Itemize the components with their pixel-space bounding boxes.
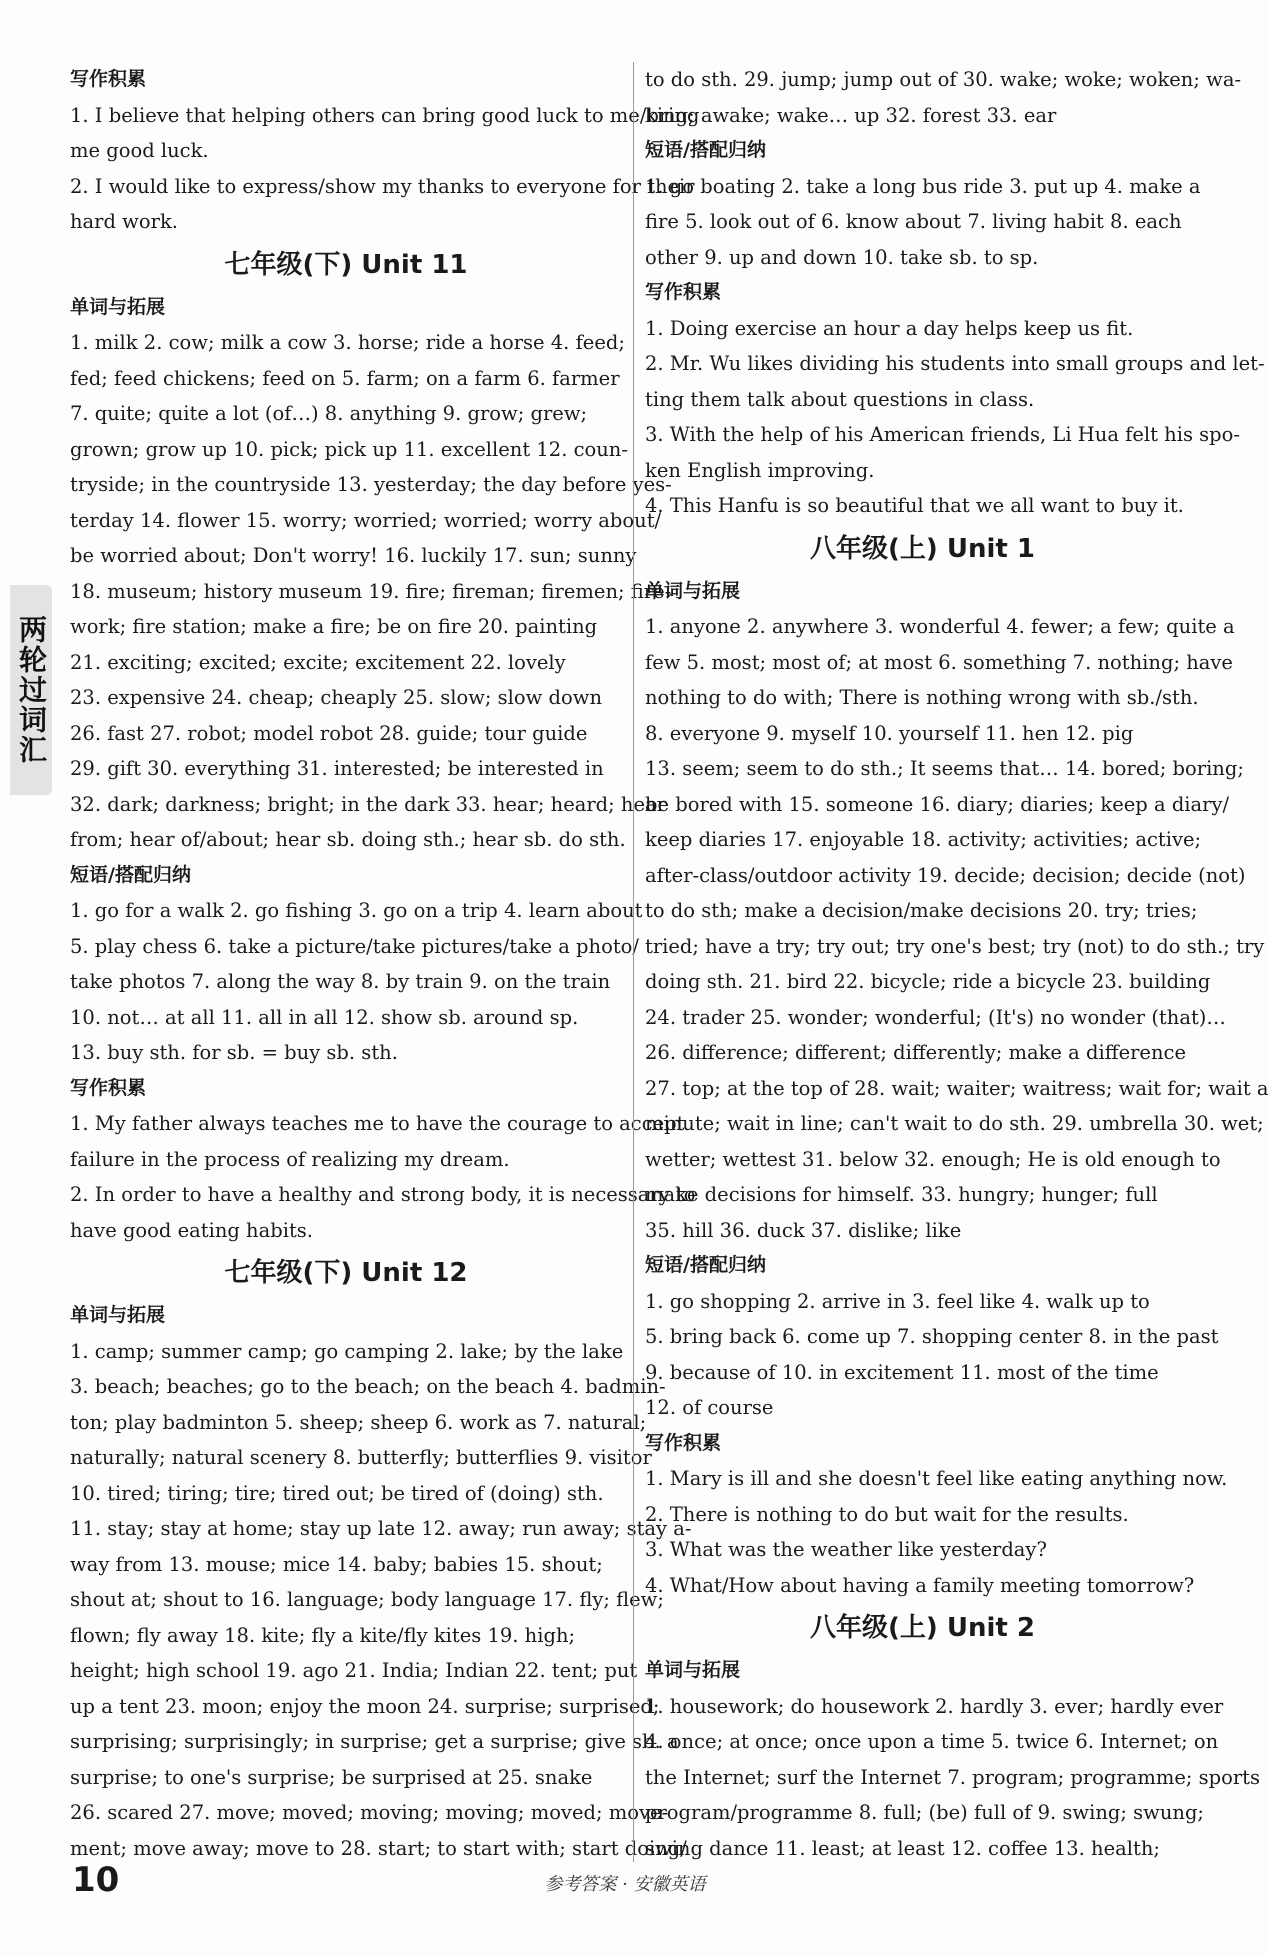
answer-line: program/programme 8. full; (be) full of 9. swing; swung; — [645, 1801, 1205, 1824]
section-heading: 单词与拓展 — [70, 1304, 166, 1326]
answer-line: 13. seem; seem to do sth.; It seems that… 14. bored; boring; — [645, 757, 1244, 780]
answer-line: ken English improving. — [645, 458, 875, 482]
page-footer: 参考答案 · 安徽英语 — [544, 1874, 706, 1895]
answer-line: grown; grow up 10. pick; pick up 11. excellent 12. coun- — [70, 437, 628, 461]
answer-line: to do sth; make a decision/make decisions 20. try; tries; — [645, 899, 1198, 922]
answer-line: 9. because of 10. in excitement 11. most of the time — [645, 1360, 1159, 1384]
answer-line: 26. scared 27. move; moved; moving; moving; moved; move- — [70, 1801, 669, 1824]
answer-line: 4. once; at once; once upon a time 5. twice 6. Internet; on — [645, 1730, 1219, 1753]
left-column — [70, 62, 700, 1866]
answer-line: the Internet; surf the Internet 7. program; programme; sports — [645, 1765, 1261, 1789]
answer-line: swing dance 11. least; at least 12. coffee 13. health; — [645, 1836, 1160, 1860]
section-heading: 短语/搭配归纳 — [70, 863, 191, 886]
column-divider — [633, 62, 634, 1862]
answer-line: ment; move away; move to 28. start; to start with; start doing/ — [70, 1836, 687, 1860]
answer-line: 4. What/How about having a family meeting tomorrow? — [645, 1573, 1195, 1597]
answer-line: 5. play chess 6. take a picture/take pictures/take a photo/ — [70, 934, 639, 958]
answer-line: 26. difference; different; differently; make a difference — [645, 1041, 1186, 1064]
answer-line: 10. tired; tiring; tire; tired out; be tired of (doing) sth. — [70, 1481, 604, 1505]
section-heading: 单词与拓展 — [645, 579, 741, 602]
answer-line: 1. camp; summer camp; go camping 2. lake; by the lake — [70, 1339, 624, 1363]
answer-line: height; high school 19. ago 21. India; Indian 22. tent; put — [70, 1659, 638, 1682]
answer-line: 21. exciting; excited; excite; excitement 22. lovely — [70, 650, 566, 674]
answer-line: 1. go boating 2. take a long bus ride 3. put up 4. make a — [645, 174, 1201, 198]
answer-line: 27. top; at the top of 28. wait; waiter; waitress; wait for; wait a — [645, 1076, 1269, 1100]
answer-line: up a tent 23. moon; enjoy the moon 24. surprise; surprised; — [70, 1694, 660, 1718]
answer-line: fed; feed chickens; feed on 5. farm; on a farm 6. farmer — [70, 366, 620, 390]
answer-line: ton; play badminton 5. sheep; sheep 6. work as 7. natural; — [70, 1410, 647, 1434]
answer-line: from; hear of/about; hear sb. doing sth.; hear sb. do sth. — [70, 828, 626, 851]
answer-line: 5. bring back 6. come up 7. shopping center 8. in the past — [645, 1325, 1219, 1348]
answer-line: 2. I would like to express/show my thanks to everyone for their — [70, 174, 695, 198]
answer-line: 32. dark; darkness; bright; in the dark 33. hear; heard; hear — [70, 792, 666, 816]
answer-line: me good luck. — [70, 139, 209, 162]
section-heading: 写作积累 — [70, 1076, 147, 1099]
answer-line: surprise; to one's surprise; be surprised at 25. snake — [70, 1765, 593, 1789]
answer-line: terday 14. flower 15. worry; worried; worried; worry about/ — [70, 508, 662, 532]
answer-line: 4. This Hanfu is so beautiful that we all want to buy it. — [645, 494, 1184, 517]
answer-line: 1. go for a walk 2. go fishing 3. go on a trip 4. learn about — [70, 899, 643, 922]
answer-line: shout at; shout to 16. language; body language 17. fly; flew; — [70, 1588, 664, 1611]
answer-line: 18. museum; history museum 19. fire; fireman; firemen; fire- — [70, 579, 672, 603]
answer-line: 1. anyone 2. anywhere 3. wonderful 4. fewer; a few; quite a — [645, 615, 1235, 638]
section-heading: 写作积累 — [70, 68, 147, 90]
answer-line: hard work. — [70, 210, 178, 233]
section-side-tab — [10, 585, 52, 795]
answer-line: 1. Doing exercise an hour a day helps keep us fit. — [645, 316, 1134, 340]
unit-title: 七年级(下) Unit 11 — [224, 249, 468, 280]
answer-line: make decisions for himself. 33. hungry; hunger; full — [645, 1183, 1158, 1206]
answer-line: work; fire station; make a fire; be on fire 20. painting — [70, 615, 598, 638]
answer-line: 23. expensive 24. cheap; cheaply 25. slow; slow down — [70, 686, 603, 709]
answer-line: tryside; in the countryside 13. yesterday; the day before yes- — [70, 473, 672, 496]
answer-line: failure in the process of realizing my dream. — [70, 1147, 510, 1171]
unit-title: 七年级(下) Unit 12 — [224, 1258, 468, 1288]
right-column — [645, 62, 1269, 1866]
answer-line: other 9. up and down 10. take sb. to sp. — [645, 245, 1039, 269]
section-heading: 短语/搭配归纳 — [645, 1254, 766, 1276]
answer-line: 3. What was the weather like yesterday? — [645, 1538, 1047, 1561]
answer-line: to do sth. 29. jump; jump out of 30. wake; woke; woken; wa- — [645, 68, 1242, 91]
answer-line: 7. quite; quite a lot (of…) 8. anything 9. grow; grew; — [70, 402, 588, 425]
answer-line: naturally; natural scenery 8. butterfly; butterflies 9. visitor — [70, 1446, 652, 1469]
answer-line: flown; fly away 18. kite; fly a kite/fly kites 19. high; — [70, 1623, 576, 1647]
answer-line: be worried about; Don't worry! 16. luckily 17. sun; sunny — [70, 544, 637, 567]
answer-line: doing sth. 21. bird 22. bicycle; ride a bicycle 23. building — [645, 970, 1211, 993]
answer-line: 1. Mary is ill and she doesn't feel like eating anything now. — [645, 1467, 1228, 1490]
answer-line: 12. of course — [645, 1396, 774, 1419]
page-number: 10 — [72, 1860, 120, 1900]
answer-line: 1. I believe that helping others can bring good luck to me/bring — [70, 103, 700, 127]
answer-line: 2. In order to have a healthy and strong body, it is necessary to — [70, 1183, 696, 1206]
side-tab-label: 两轮过词汇 — [15, 615, 48, 765]
answer-line: 24. trader 25. wonder; wonderful; (It's) no wonder (that)… — [645, 1005, 1226, 1029]
answer-line: 3. With the help of his American friends, Li Hua felt his spo- — [645, 423, 1240, 446]
section-heading: 写作积累 — [645, 1431, 722, 1454]
answer-line: wetter; wettest 31. below 32. enough; He is old enough to — [645, 1147, 1221, 1171]
section-heading: 写作积累 — [645, 281, 722, 303]
answer-line: 1. housework; do housework 2. hardly 3. ever; hardly ever — [645, 1694, 1224, 1718]
answer-line: king; awake; wake… up 32. forest 33. ear — [645, 103, 1057, 127]
answer-line: 13. buy sth. for sb. = buy sb. sth. — [70, 1041, 398, 1064]
answer-line: 1. go shopping 2. arrive in 3. feel like 4. walk up to — [645, 1289, 1150, 1313]
section-heading: 单词与拓展 — [70, 295, 166, 318]
answer-line: surprising; surprisingly; in surprise; get a surprise; give sb. a — [70, 1730, 679, 1753]
answer-line: 11. stay; stay at home; stay up late 12. away; run away; stay a- — [70, 1517, 692, 1540]
answer-line: have good eating habits. — [70, 1218, 314, 1242]
answer-line: 35. hill 36. duck 37. dislike; like — [645, 1218, 962, 1242]
answer-line: after-class/outdoor activity 19. decide; decision; decide (not) — [645, 863, 1246, 887]
answer-line: 10. not… at all 11. all in all 12. show sb. around sp. — [70, 1005, 579, 1029]
answer-line: 2. Mr. Wu likes dividing his students into small groups and let- — [645, 352, 1265, 375]
answer-line: take photos 7. along the way 8. by train 9. on the train — [70, 970, 611, 993]
section-heading: 单词与拓展 — [645, 1659, 741, 1681]
answer-line: ting them talk about questions in class. — [645, 387, 1035, 411]
unit-title: 八年级(上) Unit 1 — [810, 533, 1035, 564]
answer-line: way from 13. mouse; mice 14. baby; babies 15. shout; — [70, 1552, 603, 1576]
answer-line: be bored with 15. someone 16. diary; diaries; keep a diary/ — [645, 792, 1230, 816]
answer-line: 26. fast 27. robot; model robot 28. guide; tour guide — [70, 721, 588, 745]
answer-line: 29. gift 30. everything 31. interested; be interested in — [70, 757, 604, 780]
answer-line: few 5. most; most of; at most 6. something 7. nothing; have — [645, 650, 1233, 674]
unit-title: 八年级(上) Unit 2 — [810, 1613, 1035, 1643]
answer-line: 2. There is nothing to do but wait for the results. — [645, 1502, 1129, 1526]
answer-line: tried; have a try; try out; try one's best; try (not) to do sth.; try — [645, 934, 1265, 958]
answer-line: 3. beach; beaches; go to the beach; on the beach 4. badmin- — [70, 1375, 666, 1398]
answer-line: 8. everyone 9. myself 10. yourself 11. hen 12. pig — [645, 721, 1134, 745]
answer-line: keep diaries 17. enjoyable 18. activity; activities; active; — [645, 828, 1202, 851]
section-heading: 短语/搭配归纳 — [645, 139, 766, 161]
answer-line: nothing to do with; There is nothing wrong with sb./sth. — [645, 686, 1199, 709]
answer-line: 1. milk 2. cow; milk a cow 3. horse; ride a horse 4. feed; — [70, 331, 625, 354]
answer-line: 1. My father always teaches me to have the courage to accept — [70, 1112, 685, 1135]
answer-line: fire 5. look out of 6. know about 7. living habit 8. each — [645, 210, 1182, 233]
answer-line: minute; wait in line; can't wait to do sth. 29. umbrella 30. wet; — [645, 1112, 1264, 1135]
